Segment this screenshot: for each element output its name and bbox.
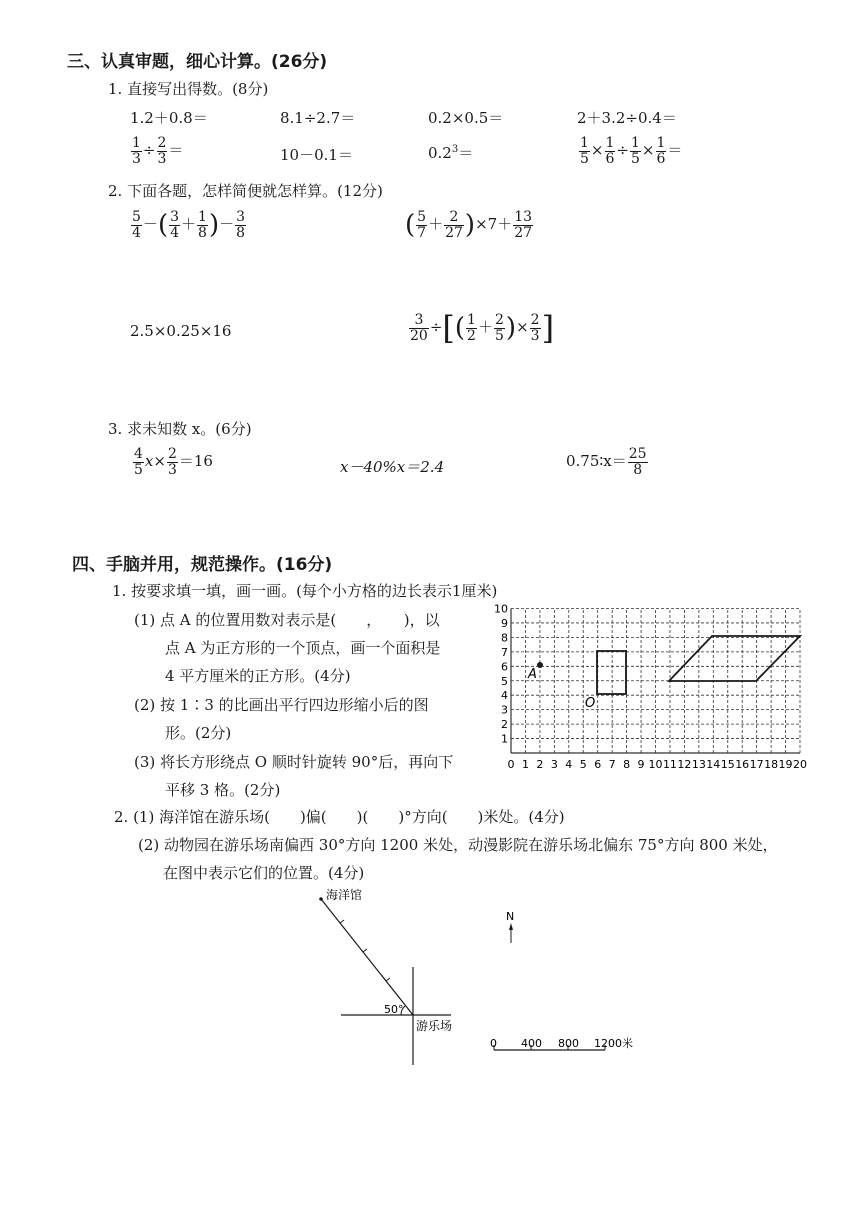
angle-label: 50° — [384, 1003, 404, 1016]
y-tick-label: 9 — [501, 616, 508, 630]
x-tick-label: 11 — [662, 758, 677, 771]
calc-1: 1.2＋0.8＝ — [130, 109, 208, 127]
s4-q2-l3: 在图中表示它们的位置。(4分) — [163, 864, 365, 882]
x-tick-label: 18 — [764, 758, 779, 771]
expr-4: $\frac{3}{20}$ ÷[( $\frac{1}{2}$ ＋ $\frac{2}{5}$ )× $\frac{2}{3}$ ] — [410, 309, 555, 347]
x-tick-label: 3 — [550, 758, 558, 771]
calc-3: 0.2×0.5＝ — [428, 109, 504, 127]
calc-6: 10－0.1＝ — [280, 146, 353, 164]
section4-title: 四、手脑并用，规范操作。(16分) — [72, 555, 333, 575]
position-map — [300, 885, 660, 1075]
s4-q1-p1c: 4 平方厘米的正方形。(4分) — [165, 667, 351, 685]
x-tick-label: 20 — [793, 758, 807, 771]
calc-5: $\frac{1}{3}$ ÷ $\frac{2}{3}$ ＝ — [132, 135, 184, 167]
expr-1: $\frac{5}{4}$ －( $\frac{3}{4}$ ＋ $\frac{1}{8}$ )－ $\frac{3}{8}$ — [132, 209, 246, 241]
calc-8: $\frac{1}{5}$ × $\frac{1}{6}$ ÷ $\frac{1}{5}$ × $\frac{1}{6}$ ＝ — [580, 135, 683, 167]
grid-labels — [494, 603, 807, 772]
ocean-direction-line — [321, 899, 413, 1015]
expr-3: 2.5×0.25×16 — [130, 322, 232, 340]
x-tick-label: 9 — [637, 758, 645, 771]
s4-q1-p2b: 形。(2分) — [165, 724, 232, 742]
x-tick-label: 2 — [536, 758, 544, 771]
x-tick-label: 5 — [579, 758, 587, 771]
s4-q2-l1: 2. (1) 海洋馆在游乐场( )偏( )( )°方向( )米处。(4分) — [114, 808, 565, 826]
x-tick-label: 19 — [778, 758, 793, 771]
eq-1: $\frac{4}{5}$ x× $\frac{2}{3}$ ＝16 — [134, 446, 213, 478]
x-tick-label: 15 — [720, 758, 735, 771]
park-label: 游乐场 — [416, 1019, 453, 1033]
y-tick-label: 3 — [501, 703, 508, 717]
x-tick-label: 13 — [691, 758, 706, 771]
section3-title: 三、认真审题，细心计算。(26分) — [67, 52, 328, 72]
scale-label-1200: 1200米 — [594, 1037, 633, 1050]
scale-label-0: 0 — [490, 1037, 497, 1050]
calc-4: 2＋3.2÷0.4＝ — [577, 109, 677, 127]
coordinate-grid — [490, 602, 820, 782]
s4-q1-p2a: (2) 按 1∶3 的比画出平行四边形缩小后的图 — [134, 696, 429, 714]
s4-q1-p3b: 平移 3 格。(2分) — [165, 781, 281, 799]
ocean-point — [319, 897, 323, 901]
y-tick-label: 1 — [501, 732, 508, 746]
y-tick-label: 10 — [494, 602, 508, 616]
q2-title: 2. 下面各题，怎样简便就怎样算。(12分) — [108, 182, 383, 200]
s4-q1-title: 1. 按要求填一填，画一画。(每个小方格的边长表示1厘米) — [112, 582, 498, 600]
x-tick-label: 7 — [608, 758, 616, 771]
y-tick-label: 5 — [501, 674, 508, 688]
eq-3: 0.75∶x＝ $\frac{25}{8}$ — [566, 446, 647, 478]
parallelogram-shape — [669, 636, 800, 681]
x-tick-label: 16 — [735, 758, 750, 771]
y-tick-label: 2 — [501, 718, 508, 732]
eq-2: x－40%x＝2.4 — [340, 458, 445, 476]
rectangle-shape — [597, 651, 626, 694]
north-arrow-head — [509, 923, 513, 930]
point-A-label: A — [528, 667, 537, 682]
x-tick-label: 1 — [521, 758, 529, 771]
y-tick-label: 6 — [501, 660, 508, 674]
scale-label-800: 800 — [558, 1037, 579, 1050]
scale-label-400: 400 — [521, 1037, 542, 1050]
calc-2: 8.1÷2.7＝ — [280, 109, 356, 127]
s4-q2-l2: (2) 动物园在游乐场南偏西 30°方向 1200 米处，动漫影院在游乐场北偏东 75°方向 800 米处， — [138, 836, 778, 854]
point-A-dot — [537, 662, 543, 668]
x-tick-label: 17 — [749, 758, 764, 771]
x-tick-label: 8 — [623, 758, 631, 771]
y-tick-label: 8 — [501, 631, 508, 645]
q3-title: 3. 求未知数 x。(6分) — [108, 420, 252, 438]
x-tick-label: 12 — [677, 758, 692, 771]
s4-q1-p3a: (3) 将长方形绕点 O 顺时针旋转 90°后，再向下 — [134, 753, 454, 771]
x-tick-label: 10 — [648, 758, 663, 771]
s4-q1-p1a: (1) 点 A 的位置用数对表示是( ， )，以 — [134, 611, 440, 629]
x-tick-label: 0 — [507, 758, 515, 771]
expr-2: ( $\frac{5}{7}$ ＋ $\frac{2}{27}$ )×7＋ $\frac{13}{27}$ — [405, 209, 533, 241]
point-O-label: O — [585, 696, 596, 711]
x-tick-label: 4 — [565, 758, 573, 771]
north-label: N — [506, 910, 515, 923]
calc-7: $0.2^3=$ — [428, 144, 474, 162]
ocean-label: 海洋馆 — [326, 888, 363, 902]
x-tick-label: 6 — [594, 758, 602, 771]
y-tick-label: 4 — [501, 689, 508, 703]
s4-q1-p1b: 点 A 为正方形的一个顶点，画一个面积是 — [165, 639, 441, 657]
q1-title: 1. 直接写出得数。(8分) — [108, 80, 269, 98]
x-tick-label: 14 — [706, 758, 721, 771]
y-tick-label: 7 — [501, 645, 508, 659]
